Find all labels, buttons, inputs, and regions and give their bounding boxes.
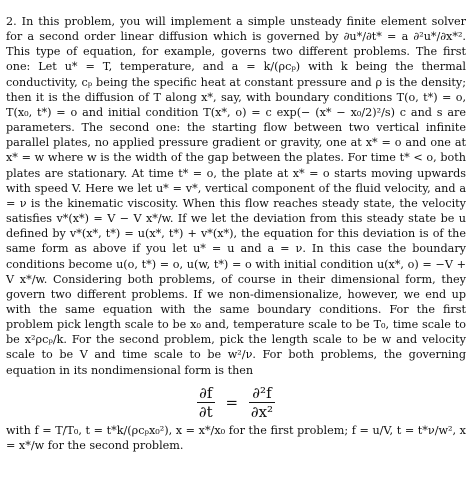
governing-equation [6, 384, 466, 421]
rhs-fraction [249, 384, 275, 421]
closing-paragraph: with f = T/T₀, t = t*k/(ρcₚx₀²), x = x*/x₀ for the first problem; f = u/V, t = t*ν/w², x = x*/w for the second problem. [6, 423, 466, 452]
rhs-numerator: ∂²f [249, 384, 275, 403]
equals-sign: = [225, 393, 239, 412]
lhs-fraction [197, 384, 215, 421]
lhs-numerator: ∂f [197, 384, 215, 403]
problem-paragraph: 2. In this problem, you will implement a simple unsteady finite element solver for a second order linear diffusion which is governed by ∂u*/∂t* = a ∂²u*/∂x*². This type of equation, for example, governs two different problems. The first one: Let u* = T, temperature, and a = k/(ρcₚ) with k being the thermal conductivity, cₚ being the specific heat at constant pressure and ρ is the density; then it is the diffusion of T along x*, say, with boundary conditions T(o, t*) = o, T(x₀, t*) = o and initial condition T(x*, o) = c exp(− (x* − x₀/2)²/s) c and s are parameters. The second one: the starting flow between two vertical infinite parallel plates, no applied pressure gradient or gravity, one at x* = o and one at x* = w where w is the width of the gap between the plates. For time t* < o, both plates are stationary. At time t* = o, the plate at x* = o starts moving upwards with speed V. Here we let u* = v*, vertical component of the fluid velocity, and a = ν is the kinematic viscosity. When this flow reaches steady state, the velocity satisfies v*(x*) = V − V x*/w. If we let the deviation from this steady state be u defined by v*(x*, t*) = u(x*, t*) + v*(x*), the equation for this deviation is of the same form as above if you let u* = u and a = ν. In this case the boundary conditions become u(o, t*) = o, u(w, t*) = o with initial condition u(x*, o) = −V + V x*/w. Considering both problems, of course in their dimensional form, they govern two different problems. If we non-dimensionalize, however, we end up with the same equation with the same boundary conditions. For the first problem pick length scale to be x₀ and, temperature scale to be T₀, time scale to be x²ρcₚ/k. For the second problem, pick the length scale to be w and velocity scale to be V and time scale to be w²/ν. For both problems, the governing equation in its nondimensional form is then [6, 15, 466, 377]
lhs-denominator: ∂t [198, 402, 213, 421]
rhs-denominator: ∂x² [250, 402, 274, 421]
